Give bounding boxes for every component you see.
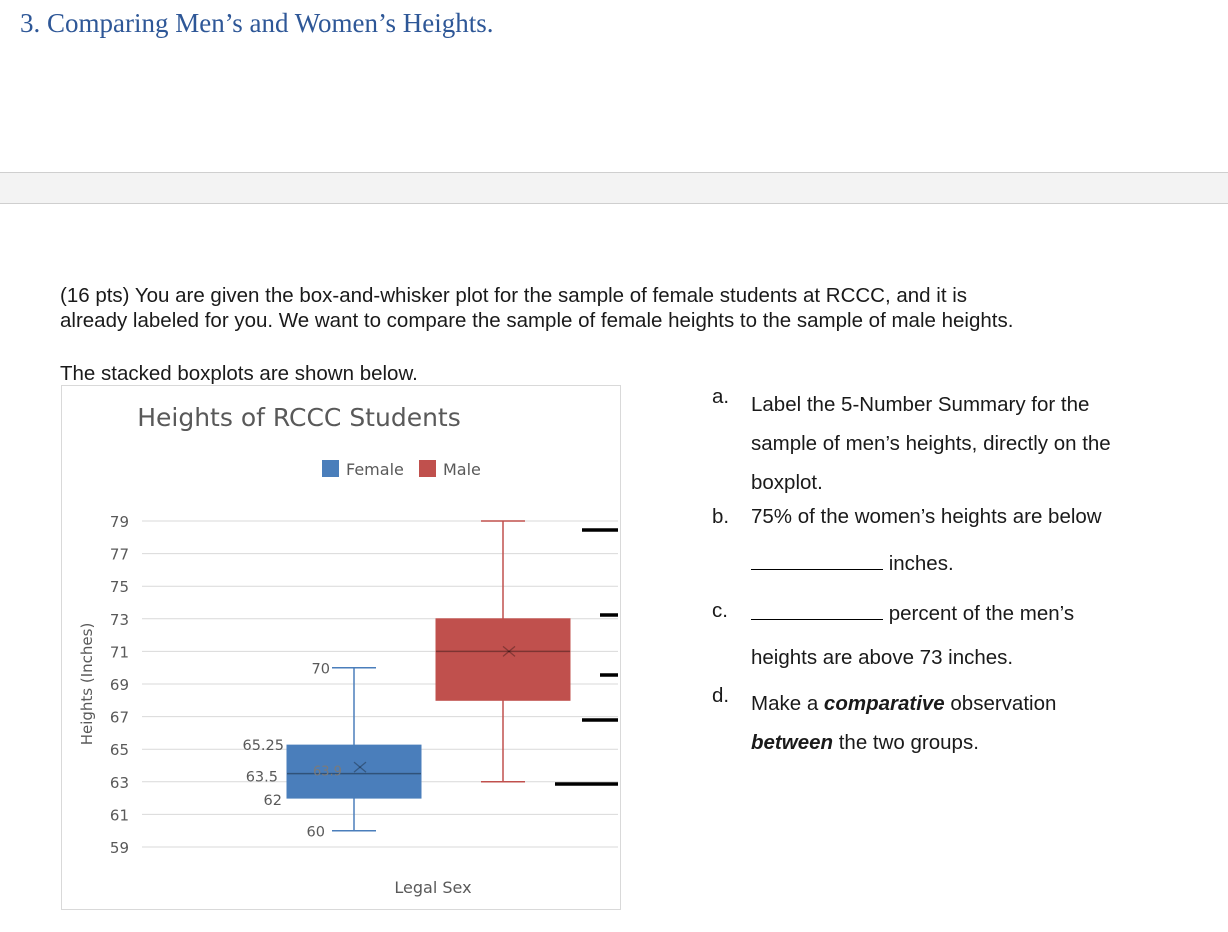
boxplot-chart <box>61 385 621 910</box>
question-a-marker: a. <box>712 385 730 408</box>
y-tick-label-79: 79 <box>109 513 129 531</box>
question-a-line-3: boxplot. <box>751 471 823 494</box>
legend-swatch-male <box>419 460 436 477</box>
question-b-marker: b. <box>712 505 730 528</box>
y-tick-label-73: 73 <box>109 610 129 629</box>
annotation-female-mean: 63.9 <box>313 764 342 780</box>
boxplot-svg <box>62 386 620 909</box>
section-divider <box>0 172 1228 204</box>
question-b-answer-blank[interactable] <box>751 549 883 570</box>
question-b-unit: inches. <box>888 552 954 575</box>
intro-line-2: already labeled for you. We want to compare the sample of female heights to the sample of male heights. <box>60 309 1014 332</box>
question-c-line-2: heights are above 73 inches. <box>751 646 1014 669</box>
question-d-emph-between: between <box>751 731 834 754</box>
legend-swatch-female <box>322 460 339 477</box>
boxplots-caption: The stacked boxplots are shown below. <box>60 362 418 385</box>
annotation-female-q1: 62 <box>263 793 282 810</box>
question-d-post: observation <box>944 692 1057 715</box>
question-d-emph-comparative: comparative <box>823 692 945 715</box>
x-axis-title: Legal Sex <box>394 878 472 897</box>
annotation-female-q3: 65.25 <box>242 738 284 755</box>
y-tick-label-63: 63 <box>109 773 129 792</box>
annotation-female-median: 63.5 <box>245 769 278 786</box>
intro-text <box>60 283 1180 333</box>
y-tick-label-71: 71 <box>109 643 129 662</box>
y-tick-label-75: 75 <box>109 578 129 597</box>
y-tick-label-67: 67 <box>109 708 129 727</box>
question-c-text: percent of the men’s <box>888 602 1075 625</box>
question-title: 3. Comparing Men’s and Women’s Heights. <box>20 8 494 38</box>
y-axis-title: Heights (Inches) <box>78 622 96 746</box>
y-tick-label-69: 69 <box>109 676 129 694</box>
question-a-line-2: sample of men’s heights, directly on the <box>751 432 1111 455</box>
y-tick-label-65: 65 <box>109 741 129 760</box>
question-a-line-1: Label the 5-Number Summary for the <box>751 393 1090 416</box>
legend-label-male: Male <box>443 460 481 479</box>
intro-line-1: (16 pts) You are given the box-and-whisker plot for the sample of female students at RCCC, and it is <box>60 284 968 307</box>
annotation-female-max: 70 <box>311 661 330 678</box>
y-tick-label-61: 61 <box>109 806 129 825</box>
question-d-pre: Make a <box>751 692 824 715</box>
question-d-marker: d. <box>712 684 730 707</box>
y-tick-label-59: 59 <box>109 839 129 857</box>
annotation-female-min: 60 <box>306 824 325 841</box>
question-d-post-2: the two groups. <box>833 731 979 754</box>
question-b-line-1: 75% of the women’s heights are below <box>751 505 1102 528</box>
question-c-answer-blank[interactable] <box>751 599 883 620</box>
male-box <box>436 619 570 701</box>
question-c-marker: c. <box>712 599 728 622</box>
y-tick-label-77: 77 <box>109 545 129 564</box>
legend-label-female: Female <box>346 460 404 479</box>
chart-title: Heights of RCCC Students <box>137 403 461 432</box>
